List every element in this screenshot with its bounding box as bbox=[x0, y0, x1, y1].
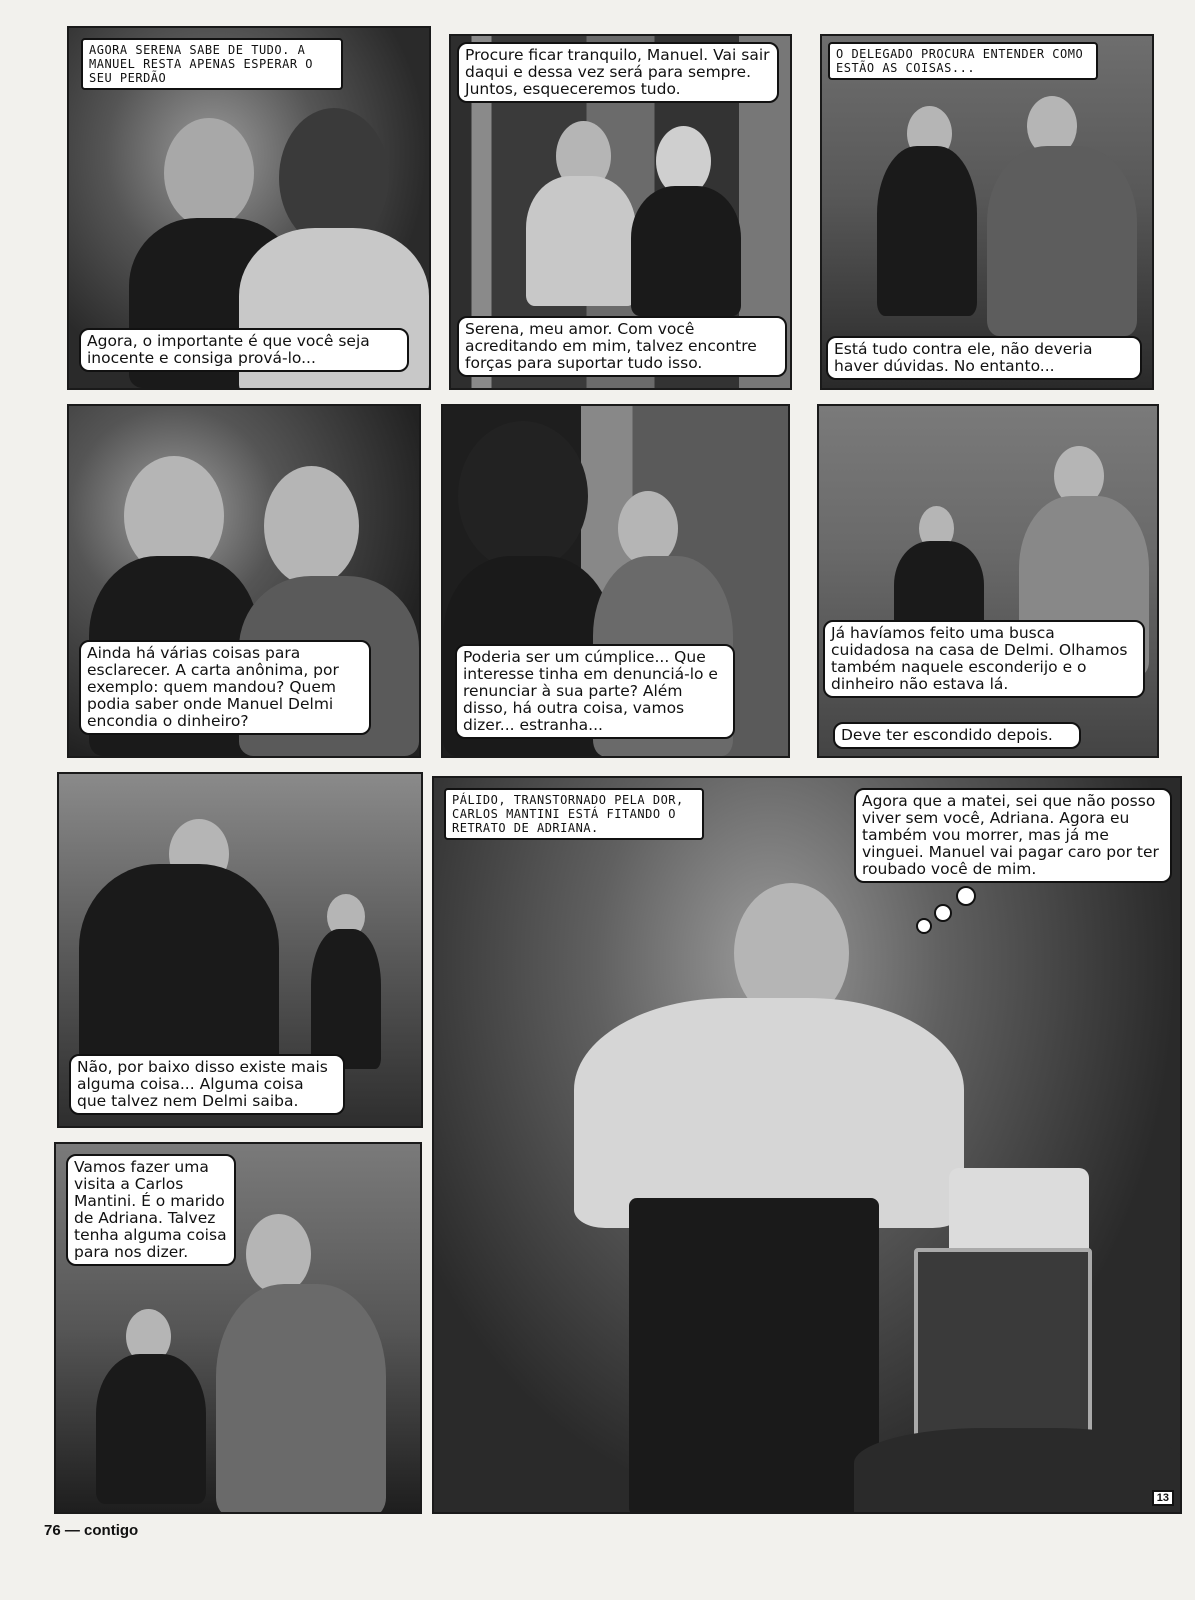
man-back-head bbox=[458, 421, 588, 571]
footer-page-number: 76 bbox=[44, 1522, 61, 1539]
serena-figure bbox=[631, 186, 741, 316]
man-seated-figure bbox=[79, 864, 279, 1074]
narration-caption: PÁLIDO, TRANSTORNADO PELA DOR, CARLOS MANTINI ESTÁ FITANDO O RETRATO DE ADRIANA. bbox=[444, 788, 704, 840]
footer-separator: — bbox=[64, 1522, 80, 1539]
man-seated-figure bbox=[96, 1354, 206, 1504]
thought-dot-large bbox=[956, 886, 976, 906]
footer-magazine-name: contigo bbox=[84, 1522, 139, 1539]
speech-bubble: Poderia ser um cúmplice... Que interesse tinha em denunciá-lo e renunciar à sua parte? Além disso, há outra coisa, vamos dizer... estranha... bbox=[455, 644, 735, 739]
comic-panel-1 bbox=[67, 26, 431, 390]
speech-bubble-bottom: Deve ter escondido depois. bbox=[833, 722, 1081, 749]
woman-head bbox=[164, 118, 254, 228]
inspector-figure bbox=[987, 146, 1137, 336]
portrait-frame bbox=[914, 1248, 1092, 1446]
carlos-shirt bbox=[574, 998, 964, 1228]
panel-6-photo bbox=[819, 406, 1157, 756]
man-left-figure bbox=[877, 146, 977, 316]
inspector-head bbox=[618, 491, 678, 566]
comic-panel-4 bbox=[67, 404, 421, 758]
comic-panel-6 bbox=[817, 404, 1159, 758]
narration-caption: AGORA SERENA SABE DE TUDO. A MANUEL RESTA APENAS ESPERAR O SEU PERDÃO bbox=[81, 38, 343, 90]
comic-panel-3 bbox=[820, 34, 1154, 390]
speech-bubble: Agora, o importante é que você seja inocente e consiga prová-lo... bbox=[79, 328, 409, 372]
manuel-figure bbox=[526, 176, 636, 306]
side-table bbox=[854, 1428, 1182, 1514]
comic-panel-2 bbox=[449, 34, 792, 390]
speech-bubble: Ainda há várias coisas para esclarecer. A carta anônima, por exemplo: quem mandou? Quem podia saber onde Manuel Delmi encondia o dinheiro? bbox=[79, 640, 371, 735]
speech-bubble-top: Já havíamos feito uma busca cuidadosa na casa de Delmi. Olhamos também naquele esconderijo e o dinheiro não estava lá. bbox=[823, 620, 1145, 698]
thought-bubble: Agora que a matei, sei que não posso viver sem você, Adriana. Agora eu também vou morrer, mas já me vinguei. Manuel vai pagar caro por ter roubado você de mim. bbox=[854, 788, 1172, 883]
speech-bubble-top: Procure ficar tranquilo, Manuel. Vai sair daqui e dessa vez será para sempre. Juntos, esqueceremos tudo. bbox=[457, 42, 779, 103]
speech-bubble: Vamos fazer uma visita a Carlos Mantini. É o marido de Adriana. Talvez tenha alguma coisa para nos dizer. bbox=[66, 1154, 236, 1266]
inspector-head bbox=[264, 466, 359, 586]
inspector-figure bbox=[311, 929, 381, 1069]
comic-panel-9 bbox=[432, 776, 1182, 1514]
speech-bubble: Está tudo contra ele, não deveria haver dúvidas. No entanto... bbox=[826, 336, 1142, 380]
page-number-box: 13 bbox=[1152, 1490, 1174, 1506]
page-footer bbox=[44, 1522, 138, 1539]
inspector-figure bbox=[216, 1284, 386, 1514]
comic-panel-7 bbox=[57, 772, 423, 1128]
speech-bubble-bottom: Serena, meu amor. Com você acreditando em mim, talvez encontre forças para suportar tudo isso. bbox=[457, 316, 787, 377]
comic-panel-5 bbox=[441, 404, 790, 758]
man-back-head bbox=[279, 108, 389, 248]
carlos-trousers bbox=[629, 1198, 879, 1514]
comic-panel-8 bbox=[54, 1142, 422, 1514]
narration-caption: O DELEGADO PROCURA ENTENDER COMO ESTÃO AS COISAS... bbox=[828, 42, 1098, 80]
panel-9-photo bbox=[434, 778, 1180, 1512]
speech-bubble: Não, por baixo disso existe mais alguma coisa... Alguma coisa que talvez nem Delmi saiba. bbox=[69, 1054, 345, 1115]
inspector-head bbox=[246, 1214, 311, 1294]
thought-dot-medium bbox=[934, 904, 952, 922]
thought-dot-small bbox=[916, 918, 932, 934]
